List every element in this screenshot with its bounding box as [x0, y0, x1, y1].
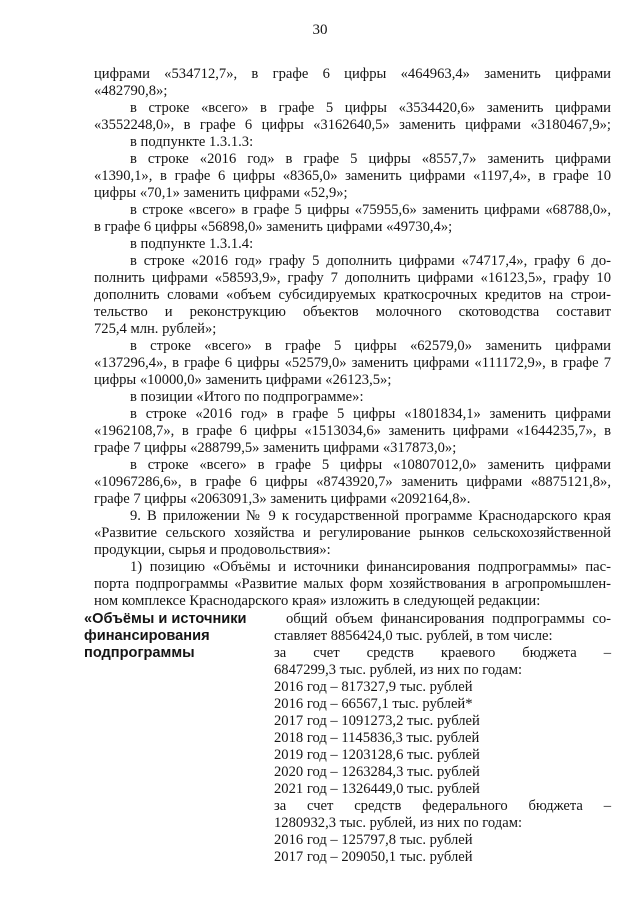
text-line: «1962108,7», в графе 6 цифры «1513034,6» заменить цифрами «1644235,7», в [94, 423, 611, 439]
table-row: 2016 год – 125797,8 тыс. рублей [274, 832, 473, 848]
table-row: 1280932,3 тыс. рублей, из них по годам: [274, 815, 523, 831]
text-line: в строке «2016 год» графу 5 дополнить цифрами «74717,4», графу 6 до- [130, 253, 611, 269]
table-row: 2016 год – 817327,9 тыс. рублей [274, 679, 473, 695]
text-line: «10967286,6», в графе 6 цифры «8743920,7» заменить цифрами «8875121,8», [94, 474, 611, 490]
text-line: в строке «всего» в графе 5 цифры «10807012,0» заменить цифрами [130, 457, 611, 473]
text-line: цифрами «534712,7», в графе 6 цифры «464963,4» заменить цифрами [94, 66, 611, 82]
text-line: в графе 6 цифры «56898,0» заменить цифрами «49730,4»; [94, 219, 453, 235]
text-line: 9. В приложении № 9 к государственной программе Краснодарского края [130, 508, 611, 524]
text-line: графе 7 цифры «2063091,3» заменить цифрами «2092164,8». [94, 491, 471, 507]
text-line: в строке «всего» в графе 5 цифры «75955,6» заменить цифрами «68788,0», [130, 202, 611, 218]
text-line: в подпункте 1.3.1.4: [130, 236, 254, 252]
text-line: продукции, сырья и продовольствия»: [94, 542, 331, 558]
text-line: «137296,4», в графе 6 цифры «52579,0» заменить цифрами «111172,9», в графе 7 [94, 355, 611, 371]
table-row: 2018 год – 1145836,3 тыс. рублей [274, 730, 480, 746]
text-line: «3552248,0», в графе 6 цифры «3162640,5» заменить цифрами «3180467,9»; [94, 117, 611, 133]
table-row: 2020 год – 1263284,3 тыс. рублей [274, 764, 480, 780]
table-row: 2017 год – 209050,1 тыс. рублей [274, 849, 473, 865]
text-line: ном комплексе Краснодарского края» изложить в следующей редакции: [94, 593, 541, 609]
text-line: графе 7 цифры «288799,5» заменить цифрами «317873,0»; [94, 440, 457, 456]
page-number: 30 [312, 22, 328, 38]
text-line: «Развитие сельского хозяйства и регулирование рынков сельскохозяйственной [94, 525, 611, 541]
table-label-line: финансирования [84, 628, 210, 644]
text-line: порта подпрограммы «Развитие малых форм хозяйствования в агропромышлен- [94, 576, 611, 592]
text-line: цифры «10000,0» заменить цифрами «26123,5»; [94, 372, 392, 388]
text-line: 1) позицию «Объёмы и источники финансирования подпрограммы» пас- [130, 559, 611, 575]
table-row: за счет средств федерального бюджета – [274, 798, 611, 814]
table-row: общий объем финансирования подпрограммы со- [286, 611, 611, 627]
text-line: в строке «2016 год» в графе 5 цифры «1801834,1» заменить цифрами [130, 406, 611, 422]
table-row: 6847299,3 тыс. рублей, из них по годам: [274, 662, 523, 678]
table-row: 2021 год – 1326449,0 тыс. рублей [274, 781, 480, 797]
text-line: в позиции «Итого по подпрограмме»: [130, 389, 364, 405]
table-label-line: подпрограммы [84, 645, 195, 661]
table-label-line: «Объёмы и источники [84, 611, 247, 627]
text-line: в строке «2016 год» в графе 5 цифры «8557,7» заменить цифрами [130, 151, 611, 167]
text-line: полнить цифрами «58593,9», графу 7 дополнить цифрами «16123,5», графу 10 [94, 270, 611, 286]
text-line: «482790,8»; [94, 83, 168, 99]
text-line: в строке «всего» в графе 5 цифры «3534420,6» заменить цифрами [130, 100, 611, 116]
text-line: цифры «70,1» заменить цифрами «52,9»; [94, 185, 348, 201]
text-line: в строке «всего» в графе 5 цифры «62579,0» заменить цифрами [130, 338, 611, 354]
table-row: 2016 год – 66567,1 тыс. рублей* [274, 696, 473, 712]
text-line: «1390,1», в графе 6 цифры «8365,0» заменить цифрами «1197,4», в графе 10 [94, 168, 611, 184]
text-line: тельство и реконструкцию объектов молочного скотоводства составит [94, 304, 611, 320]
table-row: за счет средств краевого бюджета – [274, 645, 611, 661]
table-row: 2019 год – 1203128,6 тыс. рублей [274, 747, 480, 763]
table-row: 2017 год – 1091273,2 тыс. рублей [274, 713, 480, 729]
text-line: 725,4 млн. рублей»; [94, 321, 217, 337]
text-line: в подпункте 1.3.1.3: [130, 134, 254, 150]
table-row: ставляет 8856424,0 тыс. рублей, в том числе: [274, 628, 553, 644]
text-line: дополнить словами «объем субсидируемых краткосрочных кредитов на строи- [94, 287, 611, 303]
